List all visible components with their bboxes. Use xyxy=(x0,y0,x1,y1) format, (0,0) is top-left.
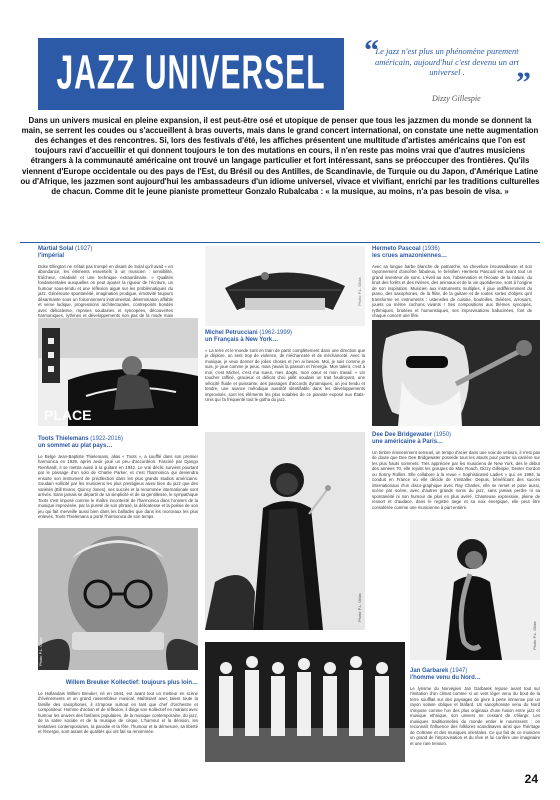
close-quote-mark: ” xyxy=(516,66,531,99)
artist-dates: (1922-2016) xyxy=(90,436,123,442)
article-heading xyxy=(205,330,365,344)
article-thielemans xyxy=(38,436,198,532)
artist-name: Jan Garbarek xyxy=(410,668,449,674)
article-heading xyxy=(38,246,173,260)
svg-text:Photo P.L. Gilda: Photo P.L. Gilda xyxy=(38,637,43,666)
article-breuker xyxy=(38,680,198,761)
artist-dates: (1962-1999) xyxy=(259,330,293,336)
article-pascoal xyxy=(372,246,532,324)
article-body: Le Belge Jean-Baptiste Thielemans, alias « Toots », a soufflé dans son premier harmonica en 1939, après avoir joué un peu d'accordéon. Fasciné par Django Reinhardt, il se mettra aussi à la guitare en 1942. Le vrai déclic survient pourtant par le passage d'un solo de Charlie Parker, et c'est l'harmonica qui deviendra ensuite son instrument de prédilection dans les plus grands studios américains. Soudain sollicité par les musiciens les plus prestigieux aussi bien du jazz que des variétés (Bill Evans, Quincy Jones), ses succès et la renommée internationale sont arrivés. Sans jamais se départir de sa simplicité et de sa gentillesse, le sympathique Toots s'est imposé comme le maître incontesté de l'harmonica dans l'univers de la musique improvisée, par la pureté de son phrasé, la délicatesse et la poésie de son jeu qui fait merveille aussi bien dans les ballades que dans les morceaux les plus enlevés. Toots Thielemans a porté l'harmonica de son temps. xyxy=(38,453,199,520)
photo-dee-dee-bridgewater xyxy=(205,432,365,630)
photo-jan-garbarek xyxy=(410,520,540,660)
section-divider xyxy=(20,242,540,243)
article-heading xyxy=(372,432,540,446)
artist-dates: (1936) xyxy=(422,246,440,252)
photo-willem-breuker-kollectief xyxy=(205,642,405,762)
article-garbarek xyxy=(410,668,540,760)
article-heading xyxy=(38,680,198,687)
photo-hermeto-pascoal xyxy=(372,320,540,426)
article-body: Le lyrisme du Norvégien Jan Garbarek repose avant tout sur l'imitation d'un climat comme si un vent léger venu du bout de la terre soufflait sur des paysages de givre à perte immense par un rayon solaire oblique et blafard. Un saxophoniste venu du Nord s'impose comme l'un des plus originaux d'une fusion entre jazz et musique ethnique, son univers ne cessant de s'élargir. Les musiques traditionnelles du monde entier le nourrissent : on reconnaît l'influence des folklores scandinaves ainsi que l'héritage de Coltrane et des musiques orientales. Ce qui fait de ce musicien un grand de l'improvisation et du rêve et lui confère une imaginaire et une rare tension. xyxy=(410,685,540,746)
article-petrucciani xyxy=(205,330,365,430)
artist-dates: (1950) xyxy=(433,432,452,438)
article-subtitle: les crues amazoniennes… xyxy=(372,252,448,259)
article-heading xyxy=(410,668,540,682)
artist-name: Martial Solal xyxy=(38,246,74,252)
page-number: 24 xyxy=(524,772,538,786)
photo-toots-thielemans xyxy=(38,528,198,670)
artist-name: Dee Dee Bridgewater xyxy=(372,432,433,438)
artist-dates: (1947) xyxy=(450,668,468,674)
artist-name: Willem Breuker Kollectief xyxy=(65,680,138,686)
article-heading xyxy=(38,436,198,450)
svg-text:Photo P.L. Gilda: Photo P.L. Gilda xyxy=(357,277,362,306)
photo-michel-petrucciani xyxy=(205,246,365,326)
artist-dates: (1927) xyxy=(75,246,93,252)
article-subtitle: l'homme venu du Nord… xyxy=(410,674,481,681)
quote-text: Le jazz n'est plus un phénomène purement américain, aujourd'hui c'est devenu un art universel . xyxy=(374,46,520,78)
quote-author: Dizzy Gillespie xyxy=(432,94,481,103)
article-subtitle: : toujours plus loin… xyxy=(138,680,198,686)
article-subtitle: l'impérial xyxy=(38,252,65,259)
article-subtitle: une américaine à Paris… xyxy=(372,438,444,445)
artist-name: Toots Thielemans xyxy=(38,436,89,442)
article-subtitle: un Français à New York… xyxy=(205,336,279,343)
intro-paragraph: Dans un univers musical en pleine expansion, il est peut-être osé et utopique de penser que tous les jazzmen du monde se donnent la main, se serrent les coudes ou s'accueillent à bras ouverts, mais dans le grand concert international, on constate une nette augmentation des échanges et des rencontres. Si, lors des festivals d'été, les affiches présentent une multitude d'artistes américains que l'on est toujours ravi d'accueillir et qui donnent toujours le ton des mutations en cours, il n'en reste pas moins vrai que d'autres musiciens étrangers à la communauté américaine ont trouvé un langage particulier et fort intéressant, sans se préoccuper des frontières. Qu'ils viennent d'Europe occidentale ou des pays de l'Est, du Brésil ou des Antilles, de Scandinavie, de Turquie ou du Japon, d'Amérique Latine ou d'Afrique, les jazzmen sont aujourd'hui les ambassadeurs d'un idiome universel, vivace et vivifiant, enrichi par les traditions culturelles de chacun. Comme dit le jeune pianiste prometteur Gonzalo Rubalcaba : « la musique, au moins, n'a pas besoin de visa. » xyxy=(20,116,540,196)
article-body: Avec sa longue barbe blanche de patriarche, sa chevelure broussailleuse et son rayonnement d'ancêtre fabuleux, le brésilien Hermeto Pascoal est avant tout un grand inventeur de sons. L'éveil au son, l'observation et l'écoute de la nature, du bruit des forêts et des rivières, des animaux et de la vie quotidienne, sont à l'origine de son inspiration. Musicien aux instruments multiples, il joue indifféremment du piano, des saxophones, de la flûte, de la guitare et de toutes sortes d'objets qu'il transforme en instruments : ustensiles de cuisine, bouteilles, théières, arrosoirs, jouets ou même cochons vivants ! Ses compositions aux thèmes syncopés, rythmiques, bruitées et humoristiques, ses improvisations hallucinées, font de chaque concert une fête. xyxy=(372,263,532,319)
article-body: Un timbre éminemment sensuel, un tempo d'acier dans une voix de velours, il n'est pas de doute que Dee Dee Bridgewater possède tous les atouts pour porter sa carrière sur les plus hauts sommets. Très appréciée par les musiciens de New York, dès le début des années 70, elle rejoint les groupes de Max Roach, Dizzy Gillespie, Dexter Gordon ou Sonny Rollins. Elle collabore à la revue « Sophisticated Ladies » qui, en 1984, la conduit en France où elle décide de s'installer. Depuis, bénéficiant des succès internationaux d'un disco-graphique avec Ray Charles, elle se remet et pose aussi, scène par scène, avec d'autres grands noms du jazz, sans jamais perdre ni sa spontanéité ni son humour de plus en plus avéré. Chanteuse expressive, pleine de ressort et d'audace, dans le registre large et sa voix énergique, elle peut être considérée comme une musicienne à part entière. xyxy=(372,449,540,510)
article-subtitle: un sommet au plat pays… xyxy=(38,442,113,449)
artist-name: Michel Petrucciani xyxy=(205,330,258,336)
article-bridgewater xyxy=(372,432,540,522)
svg-text:PLACE: PLACE xyxy=(44,407,92,423)
article-body: Le Hollandais Willem Breuker, né en 1944, est avant tout un metteur en scène d'événements et un grand rassembleur musical. Maîtrisant avec talent toute la famille des saxophones, il s'impose surtout en tant que chef d'orchestre et compositeur. Homme d'action et de réflexion, il dirige son Kollectief en mariant avec humour les univers des fanfares populaires, de la musique contemporaine, du jazz, de la satire sociale et de la musique de cirque. L'humour et la dérision, les tentatives contemporaines, la parodie et la fête, l'humour et la démesure, sa liberté et l'énergie, sont autant de qualités qui ont fait sa renommée. xyxy=(38,690,198,735)
title-banner xyxy=(38,38,344,110)
page-title: JAZZ UNIVERSEL xyxy=(56,46,326,100)
open-quote-mark: “ xyxy=(364,34,379,67)
article-heading xyxy=(372,246,532,260)
photo-martial-solal xyxy=(38,318,198,426)
article-body: Duke Ellington ne s'était pas trompé en disant de Solal qu'il avait « en abondance, les éléments essentiels à un musicien : sensibilité, fraîcheur, créativité et une technique extraordinaire. » Qualités fondamentales auxquelles on peut ajouter la rigueur de l'écriture, un humour sous-tendu et une réflexion aiguë sur les problématiques du jazz. Généreuse spontanéité, imagination prodigue, émotivité toujours désarmante sous un foisonnement instrumental, détermination affable et verve ludique, progressions architecturales, contrepoints bondés avec délicatesse, reprises soudaines et syncopées, découvertes harmoniques, rythmes et développements non pas de la mode mais xyxy=(38,263,173,319)
artist-name: Hermeto Pascoal xyxy=(372,246,421,252)
svg-text:Photo P.L. Gilda: Photo P.L. Gilda xyxy=(532,621,537,650)
article-solal xyxy=(38,246,173,326)
svg-text:Photo P.L. Gilda: Photo P.L. Gilda xyxy=(357,593,362,622)
article-body: « La terre et le monde sont en train de partir complètement dans une direction que je déplore, on sent trop de violence, de méchanceté et de méchanceté. Avec la musique, je veux donner de jolies choses et j'en ai besoin. Moi, je suis comme je suis, je joue comme je peux, mais j'avais la passion et l'énergie. Mon talent, c'est à moi, c'est Michel, c'est ma sueur, mes doigts, mon cœur et mon travail. » Un toucher raffiné, gracieux et délicat d'où jaillit soudain un trait foudroyant, une vélocité fluide et puissante, des passages d'accords dynamiques, un jeu tendu et tendre, une avance mélodique aussitôt identifiable dans les développements improvisés, sont les éléments les plus notables de ce pianiste exposé aux États-Unis qui l'a fréquenté tout le gotha du jazz. xyxy=(205,347,365,403)
